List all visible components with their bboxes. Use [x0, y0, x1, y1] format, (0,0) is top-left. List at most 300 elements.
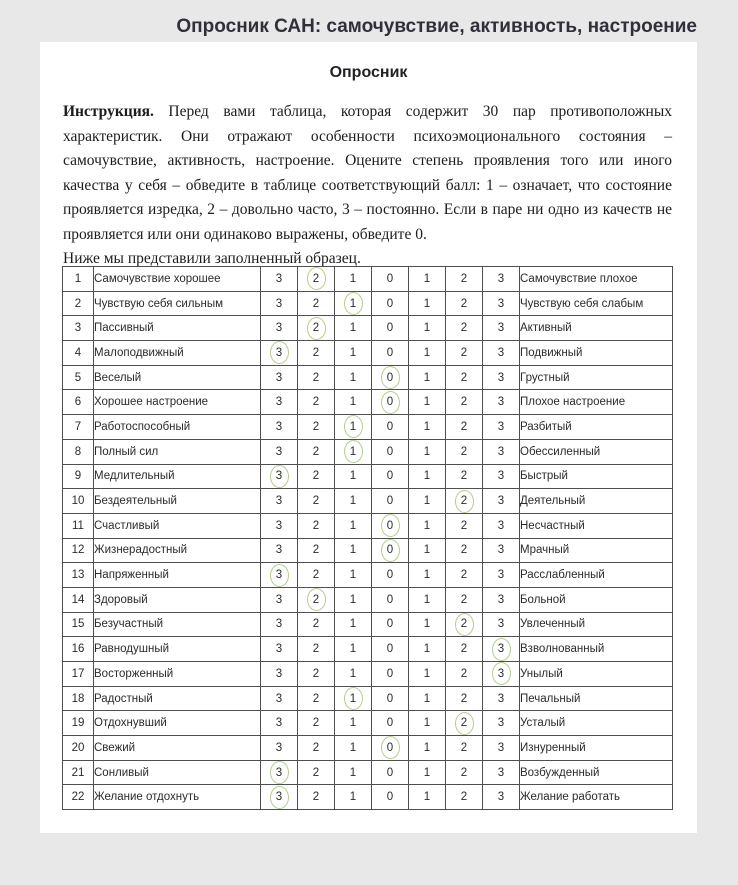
score-cell	[298, 736, 335, 761]
score-cell	[372, 711, 409, 736]
score-cell	[335, 785, 372, 810]
score-value: 1	[349, 618, 357, 631]
left-quality-label: Медлительный	[94, 464, 261, 489]
score-value: 1	[423, 766, 431, 779]
score-cell	[409, 711, 446, 736]
circled-score-value: 0	[381, 539, 400, 562]
score-value: 1	[423, 593, 431, 606]
score-value: 3	[275, 593, 283, 606]
score-cell	[483, 464, 520, 489]
score-cell	[446, 464, 483, 489]
score-value: 3	[497, 470, 505, 483]
score-value: 1	[423, 618, 431, 631]
table-row	[63, 785, 673, 810]
left-quality-label: Равнодушный	[94, 637, 261, 662]
row-number: 6	[63, 390, 94, 415]
score-cell	[483, 365, 520, 390]
score-value: 1	[423, 791, 431, 804]
score-cell	[335, 341, 372, 366]
table-row	[63, 267, 673, 292]
score-cell	[483, 291, 520, 316]
score-cell	[372, 267, 409, 292]
score-cell	[483, 686, 520, 711]
score-value: 3	[497, 322, 505, 335]
score-value: 1	[349, 741, 357, 754]
right-quality-label: Разбитый	[520, 415, 673, 440]
score-cell	[335, 760, 372, 785]
score-cell	[372, 513, 409, 538]
table-row	[63, 686, 673, 711]
score-value: 2	[460, 643, 468, 656]
score-value: 3	[497, 272, 505, 285]
score-cell	[446, 563, 483, 588]
score-cell	[335, 464, 372, 489]
score-cell	[261, 341, 298, 366]
row-number: 13	[63, 563, 94, 588]
score-cell	[409, 291, 446, 316]
score-cell	[446, 390, 483, 415]
score-cell	[298, 365, 335, 390]
right-quality-label: Плохое настроение	[520, 390, 673, 415]
score-value: 3	[275, 420, 283, 433]
score-value: 1	[349, 667, 357, 680]
score-value: 3	[497, 519, 505, 532]
score-value: 1	[423, 470, 431, 483]
circled-score-value: 3	[270, 465, 289, 488]
score-value: 2	[312, 371, 320, 384]
score-cell	[298, 267, 335, 292]
right-quality-label: Самочувствие плохое	[520, 267, 673, 292]
instruction-block	[63, 100, 672, 272]
score-value: 0	[386, 791, 394, 804]
row-number: 8	[63, 439, 94, 464]
score-value: 2	[312, 643, 320, 656]
score-value: 3	[497, 618, 505, 631]
card-heading: Опросник	[329, 64, 408, 81]
score-value: 0	[386, 420, 394, 433]
score-value: 1	[349, 593, 357, 606]
score-value: 2	[312, 470, 320, 483]
score-value: 1	[423, 322, 431, 335]
score-cell	[446, 760, 483, 785]
score-value: 1	[349, 766, 357, 779]
row-number: 4	[63, 341, 94, 366]
score-value: 3	[497, 371, 505, 384]
circled-score-value: 0	[381, 366, 400, 389]
left-quality-label: Хорошее настроение	[94, 390, 261, 415]
score-value: 0	[386, 322, 394, 335]
row-number: 22	[63, 785, 94, 810]
score-cell	[372, 415, 409, 440]
score-value: 1	[423, 692, 431, 705]
score-cell	[261, 587, 298, 612]
score-cell	[446, 291, 483, 316]
score-cell	[409, 563, 446, 588]
score-cell	[446, 637, 483, 662]
score-cell	[409, 785, 446, 810]
score-value: 3	[275, 519, 283, 532]
row-number: 14	[63, 587, 94, 612]
score-cell	[409, 439, 446, 464]
score-cell	[335, 563, 372, 588]
right-quality-label: Мрачный	[520, 538, 673, 563]
circled-score-value: 3	[270, 341, 289, 364]
row-number: 2	[63, 291, 94, 316]
row-number: 10	[63, 489, 94, 514]
score-cell	[483, 785, 520, 810]
score-value: 3	[275, 495, 283, 508]
score-value: 2	[312, 495, 320, 508]
score-cell	[335, 538, 372, 563]
score-cell	[372, 686, 409, 711]
right-quality-label: Увлеченный	[520, 612, 673, 637]
score-value: 3	[275, 445, 283, 458]
score-cell	[446, 662, 483, 687]
score-cell	[446, 538, 483, 563]
score-cell	[483, 662, 520, 687]
row-number: 19	[63, 711, 94, 736]
score-value: 1	[423, 643, 431, 656]
circled-score-value: 2	[307, 317, 326, 340]
score-cell	[483, 341, 520, 366]
circled-score-value: 0	[381, 391, 400, 414]
score-cell	[409, 415, 446, 440]
score-cell	[261, 415, 298, 440]
score-value: 1	[349, 346, 357, 359]
score-value: 3	[275, 692, 283, 705]
score-value: 1	[349, 519, 357, 532]
right-quality-label: Печальный	[520, 686, 673, 711]
table-row	[63, 365, 673, 390]
score-cell	[372, 341, 409, 366]
score-value: 2	[312, 445, 320, 458]
score-cell	[372, 538, 409, 563]
score-cell	[335, 686, 372, 711]
score-value: 1	[349, 495, 357, 508]
score-cell	[372, 390, 409, 415]
circled-score-value: 0	[381, 514, 400, 537]
score-cell	[409, 365, 446, 390]
score-value: 0	[386, 272, 394, 285]
score-value: 2	[460, 741, 468, 754]
score-cell	[298, 612, 335, 637]
row-number: 3	[63, 316, 94, 341]
row-number: 15	[63, 612, 94, 637]
left-quality-label: Жизнерадостный	[94, 538, 261, 563]
score-value: 3	[275, 618, 283, 631]
score-cell	[372, 587, 409, 612]
score-cell	[372, 612, 409, 637]
score-value: 2	[312, 544, 320, 557]
score-cell	[372, 464, 409, 489]
score-cell	[409, 587, 446, 612]
score-cell	[298, 538, 335, 563]
left-quality-label: Восторженный	[94, 662, 261, 687]
score-value: 3	[497, 396, 505, 409]
score-value: 3	[275, 643, 283, 656]
score-cell	[372, 316, 409, 341]
score-cell	[372, 736, 409, 761]
row-number: 21	[63, 760, 94, 785]
score-value: 2	[460, 396, 468, 409]
score-cell	[298, 760, 335, 785]
score-cell	[483, 513, 520, 538]
score-cell	[261, 513, 298, 538]
score-value: 0	[386, 667, 394, 680]
circled-score-value: 0	[381, 736, 400, 759]
score-value: 2	[460, 569, 468, 582]
score-cell	[335, 587, 372, 612]
score-cell	[483, 760, 520, 785]
score-value: 2	[460, 371, 468, 384]
score-value: 1	[349, 371, 357, 384]
score-value: 2	[460, 420, 468, 433]
score-value: 2	[312, 766, 320, 779]
score-cell	[483, 267, 520, 292]
circled-score-value: 1	[344, 292, 363, 315]
score-cell	[446, 686, 483, 711]
questionnaire-card	[40, 42, 697, 833]
score-cell	[409, 612, 446, 637]
score-cell	[372, 489, 409, 514]
row-number: 1	[63, 267, 94, 292]
score-cell	[335, 711, 372, 736]
score-value: 3	[497, 692, 505, 705]
score-cell	[483, 563, 520, 588]
score-cell	[335, 291, 372, 316]
table-row	[63, 587, 673, 612]
score-value: 2	[460, 519, 468, 532]
score-cell	[298, 489, 335, 514]
score-cell	[261, 464, 298, 489]
table-row	[63, 637, 673, 662]
score-cell	[298, 637, 335, 662]
score-cell	[261, 785, 298, 810]
score-value: 1	[349, 396, 357, 409]
score-value: 3	[275, 741, 283, 754]
score-cell	[409, 316, 446, 341]
left-quality-label: Напряженный	[94, 563, 261, 588]
score-cell	[335, 612, 372, 637]
circled-score-value: 2	[307, 588, 326, 611]
score-value: 1	[423, 420, 431, 433]
score-cell	[483, 390, 520, 415]
right-quality-label: Взволнованный	[520, 637, 673, 662]
score-value: 2	[312, 297, 320, 310]
score-cell	[446, 267, 483, 292]
instruction-label: Инструкция.	[63, 103, 154, 120]
score-value: 1	[349, 643, 357, 656]
score-value: 3	[497, 766, 505, 779]
score-cell	[298, 686, 335, 711]
score-cell	[372, 291, 409, 316]
score-cell	[446, 587, 483, 612]
score-value: 3	[275, 297, 283, 310]
score-cell	[409, 637, 446, 662]
score-value: 2	[460, 322, 468, 335]
row-number: 11	[63, 513, 94, 538]
score-value: 2	[460, 445, 468, 458]
row-number: 17	[63, 662, 94, 687]
circled-score-value: 3	[492, 662, 511, 685]
score-value: 3	[497, 420, 505, 433]
score-cell	[372, 662, 409, 687]
right-quality-label: Возбужденный	[520, 760, 673, 785]
table-row	[63, 513, 673, 538]
left-quality-label: Сонливый	[94, 760, 261, 785]
score-cell	[335, 637, 372, 662]
left-quality-label: Безучастный	[94, 612, 261, 637]
score-cell	[261, 662, 298, 687]
score-value: 0	[386, 470, 394, 483]
score-cell	[298, 711, 335, 736]
score-cell	[446, 612, 483, 637]
circled-score-value: 3	[270, 761, 289, 784]
score-cell	[446, 736, 483, 761]
score-cell	[446, 489, 483, 514]
score-value: 2	[460, 593, 468, 606]
score-cell	[298, 563, 335, 588]
score-cell	[409, 267, 446, 292]
right-quality-label: Быстрый	[520, 464, 673, 489]
score-cell	[446, 316, 483, 341]
score-cell	[372, 365, 409, 390]
score-value: 1	[423, 297, 431, 310]
score-value: 3	[275, 322, 283, 335]
right-quality-label: Больной	[520, 587, 673, 612]
score-cell	[298, 341, 335, 366]
score-value: 1	[423, 495, 431, 508]
score-cell	[446, 513, 483, 538]
right-quality-label: Активный	[520, 316, 673, 341]
score-value: 0	[386, 569, 394, 582]
score-value: 1	[423, 667, 431, 680]
score-cell	[483, 637, 520, 662]
table-row	[63, 662, 673, 687]
score-cell	[298, 785, 335, 810]
table-row	[63, 760, 673, 785]
row-number: 16	[63, 637, 94, 662]
score-value: 1	[423, 717, 431, 730]
table-row	[63, 341, 673, 366]
left-quality-label: Самочувствие хорошее	[94, 267, 261, 292]
table-row	[63, 563, 673, 588]
score-value: 2	[312, 346, 320, 359]
score-cell	[298, 464, 335, 489]
score-cell	[483, 736, 520, 761]
score-value: 1	[349, 717, 357, 730]
circled-score-value: 1	[344, 415, 363, 438]
score-cell	[335, 439, 372, 464]
circled-score-value: 3	[270, 564, 289, 587]
circled-score-value: 1	[344, 440, 363, 463]
score-cell	[261, 563, 298, 588]
right-quality-label: Подвижный	[520, 341, 673, 366]
score-value: 1	[349, 272, 357, 285]
score-cell	[446, 341, 483, 366]
score-value: 3	[497, 791, 505, 804]
score-cell	[372, 563, 409, 588]
score-cell	[483, 538, 520, 563]
score-value: 1	[423, 741, 431, 754]
score-value: 1	[349, 544, 357, 557]
score-value: 1	[423, 346, 431, 359]
table-row	[63, 415, 673, 440]
score-value: 3	[497, 297, 505, 310]
score-value: 1	[349, 569, 357, 582]
circled-score-value: 3	[492, 638, 511, 661]
score-value: 3	[497, 544, 505, 557]
left-quality-label: Счастливый	[94, 513, 261, 538]
table-row	[63, 390, 673, 415]
right-quality-label: Усталый	[520, 711, 673, 736]
left-quality-label: Малоподвижный	[94, 341, 261, 366]
score-cell	[483, 316, 520, 341]
left-quality-label: Здоровый	[94, 587, 261, 612]
circled-score-value: 2	[455, 712, 474, 735]
score-cell	[372, 439, 409, 464]
right-quality-label: Расслабленный	[520, 563, 673, 588]
score-value: 3	[497, 717, 505, 730]
right-quality-label: Чувствую себя слабым	[520, 291, 673, 316]
score-cell	[261, 439, 298, 464]
circled-score-value: 1	[344, 687, 363, 710]
score-cell	[261, 612, 298, 637]
circled-score-value: 3	[270, 786, 289, 809]
questionnaire-table-body	[63, 267, 673, 810]
score-value: 2	[460, 692, 468, 705]
score-cell	[409, 736, 446, 761]
score-value: 2	[460, 766, 468, 779]
score-cell	[409, 390, 446, 415]
score-cell	[298, 439, 335, 464]
row-number: 18	[63, 686, 94, 711]
right-quality-label: Унылый	[520, 662, 673, 687]
score-value: 1	[349, 322, 357, 335]
score-cell	[409, 489, 446, 514]
score-value: 1	[349, 791, 357, 804]
score-value: 2	[312, 420, 320, 433]
right-quality-label: Обессиленный	[520, 439, 673, 464]
score-value: 2	[460, 346, 468, 359]
left-quality-label: Пассивный	[94, 316, 261, 341]
score-value: 0	[386, 618, 394, 631]
left-quality-label: Чувствую себя сильным	[94, 291, 261, 316]
score-value: 2	[460, 544, 468, 557]
score-cell	[335, 662, 372, 687]
score-value: 0	[386, 297, 394, 310]
score-cell	[261, 267, 298, 292]
score-cell	[261, 760, 298, 785]
score-cell	[446, 439, 483, 464]
left-quality-label: Желание отдохнуть	[94, 785, 261, 810]
score-cell	[446, 365, 483, 390]
score-cell	[298, 316, 335, 341]
score-value: 3	[497, 445, 505, 458]
score-value: 3	[275, 667, 283, 680]
score-value: 0	[386, 766, 394, 779]
score-cell	[409, 464, 446, 489]
score-value: 0	[386, 717, 394, 730]
score-value: 1	[423, 445, 431, 458]
table-row	[63, 612, 673, 637]
right-quality-label: Желание работать	[520, 785, 673, 810]
table-row	[63, 538, 673, 563]
score-cell	[446, 415, 483, 440]
score-value: 3	[497, 346, 505, 359]
score-value: 2	[312, 791, 320, 804]
score-cell	[446, 785, 483, 810]
